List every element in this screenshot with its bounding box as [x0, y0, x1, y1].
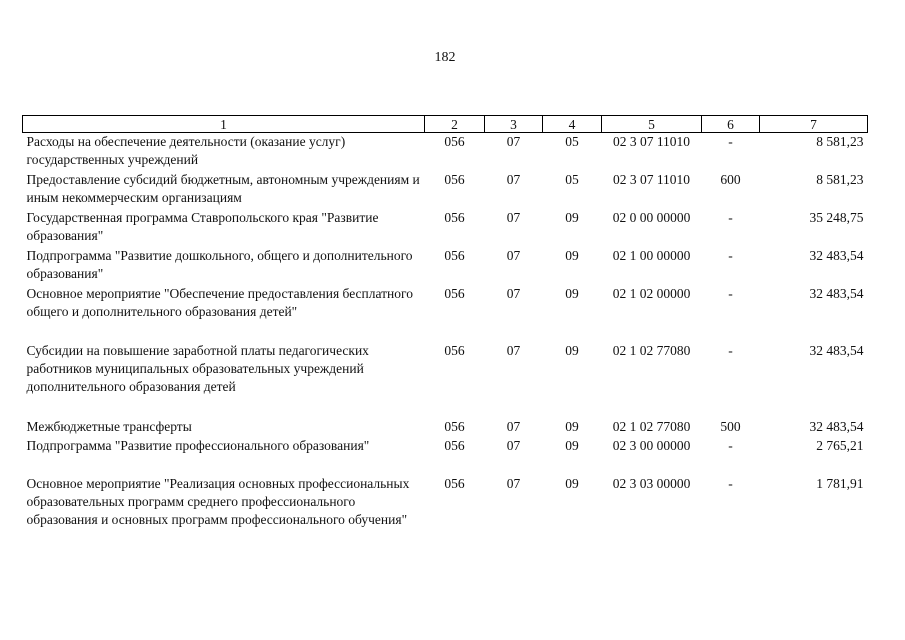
- row-target-article: 02 3 00 00000: [612, 438, 691, 453]
- row-subsection-code: 09: [565, 438, 579, 453]
- header-col-1: 1: [23, 116, 425, 133]
- budget-table: [22, 115, 868, 529]
- row-subsection-code: 09: [565, 419, 579, 434]
- row-ministry-code: 056: [444, 343, 465, 358]
- row-expense-type: -: [728, 248, 733, 263]
- row-subsection-code: 09: [565, 210, 579, 225]
- row-name: Основное мероприятие "Обеспечение предоставления бесплатного общего и дополнительного образования детей": [26, 286, 413, 319]
- row-name: Подпрограмма "Развитие профессионального образования": [26, 438, 370, 453]
- row-section-code: 07: [506, 248, 521, 263]
- row-section-code: 07: [506, 210, 521, 225]
- row-name: Подпрограмма "Развитие дошкольного, общего и дополнительного образования": [26, 248, 413, 281]
- row-expense-type: -: [728, 343, 733, 358]
- row-subsection-code: 09: [565, 286, 579, 301]
- table-row: [23, 247, 868, 285]
- row-section-code: 07: [506, 134, 521, 149]
- row-name: Основное мероприятие "Реализация основных профессиональных образовательных программ среднего профессионального образования и основных программ профессионального обучения": [26, 476, 410, 527]
- row-amount: 32 483,54: [809, 419, 864, 434]
- row-amount: 35 248,75: [809, 210, 864, 225]
- row-target-article: 02 1 02 00000: [612, 286, 691, 301]
- row-amount: 32 483,54: [809, 286, 864, 301]
- row-target-article: 02 1 00 00000: [612, 248, 691, 263]
- header-col-7: 7: [760, 116, 868, 133]
- row-ministry-code: 056: [444, 248, 465, 263]
- row-section-code: 07: [506, 476, 521, 491]
- row-target-article: 02 3 07 11010: [612, 172, 691, 187]
- table-row: [23, 323, 868, 418]
- table-row: [23, 418, 868, 437]
- table-row: [23, 209, 868, 247]
- row-ministry-code: 056: [444, 476, 465, 491]
- header-col-2: 2: [425, 116, 485, 133]
- header-col-6: 6: [702, 116, 760, 133]
- table-row: [23, 133, 868, 172]
- row-amount: 32 483,54: [809, 343, 864, 358]
- row-expense-type: -: [728, 286, 733, 301]
- row-subsection-code: 05: [565, 172, 579, 187]
- row-ministry-code: 056: [444, 438, 465, 453]
- row-name: Субсидии на повышение заработной платы педагогических работников муниципальных образовательных учреждений дополнительного образования детей: [26, 343, 369, 394]
- row-target-article: 02 1 02 77080: [612, 419, 691, 434]
- row-section-code: 07: [506, 286, 521, 301]
- table-row: [23, 285, 868, 323]
- row-target-article: 02 0 00 00000: [612, 210, 691, 225]
- row-ministry-code: 056: [444, 419, 465, 434]
- row-name: Государственная программа Ставропольского края "Развитие образования": [26, 210, 379, 243]
- row-target-article: 02 3 03 00000: [612, 476, 691, 491]
- row-amount: 2 765,21: [816, 438, 864, 453]
- row-name: Предоставление субсидий бюджетным, автономным учреждениям и иным некоммерческим организациям: [26, 172, 420, 205]
- row-subsection-code: 05: [565, 134, 579, 149]
- row-subsection-code: 09: [565, 343, 579, 358]
- row-expense-type: -: [728, 438, 733, 453]
- row-name: Межбюджетные трансферты: [26, 419, 192, 434]
- row-expense-type: -: [728, 210, 733, 225]
- row-ministry-code: 056: [444, 286, 465, 301]
- table-row: [23, 456, 868, 529]
- row-expense-type: -: [728, 476, 733, 491]
- table-row: [23, 437, 868, 456]
- row-amount: 8 581,23: [816, 134, 864, 149]
- header-col-4: 4: [543, 116, 602, 133]
- row-section-code: 07: [506, 343, 521, 358]
- page-number: 182: [434, 50, 456, 65]
- row-ministry-code: 056: [444, 134, 465, 149]
- header-col-5: 5: [602, 116, 702, 133]
- row-amount: 1 781,91: [816, 476, 864, 491]
- row-section-code: 07: [506, 438, 521, 453]
- row-amount: 8 581,23: [816, 172, 864, 187]
- row-ministry-code: 056: [444, 172, 465, 187]
- row-section-code: 07: [506, 419, 521, 434]
- row-ministry-code: 056: [444, 210, 465, 225]
- header-row: [23, 116, 868, 133]
- row-subsection-code: 09: [565, 248, 579, 263]
- row-target-article: 02 1 02 77080: [612, 343, 691, 358]
- row-subsection-code: 09: [565, 476, 579, 491]
- row-name: Расходы на обеспечение деятельности (оказание услуг) государственных учреждений: [26, 134, 346, 167]
- row-expense-type: 600: [720, 172, 741, 187]
- row-amount: 32 483,54: [809, 248, 864, 263]
- row-expense-type: -: [728, 134, 733, 149]
- table-row: [23, 171, 868, 209]
- row-target-article: 02 3 07 11010: [612, 134, 691, 149]
- row-expense-type: 500: [720, 419, 741, 434]
- header-col-3: 3: [485, 116, 543, 133]
- row-section-code: 07: [506, 172, 521, 187]
